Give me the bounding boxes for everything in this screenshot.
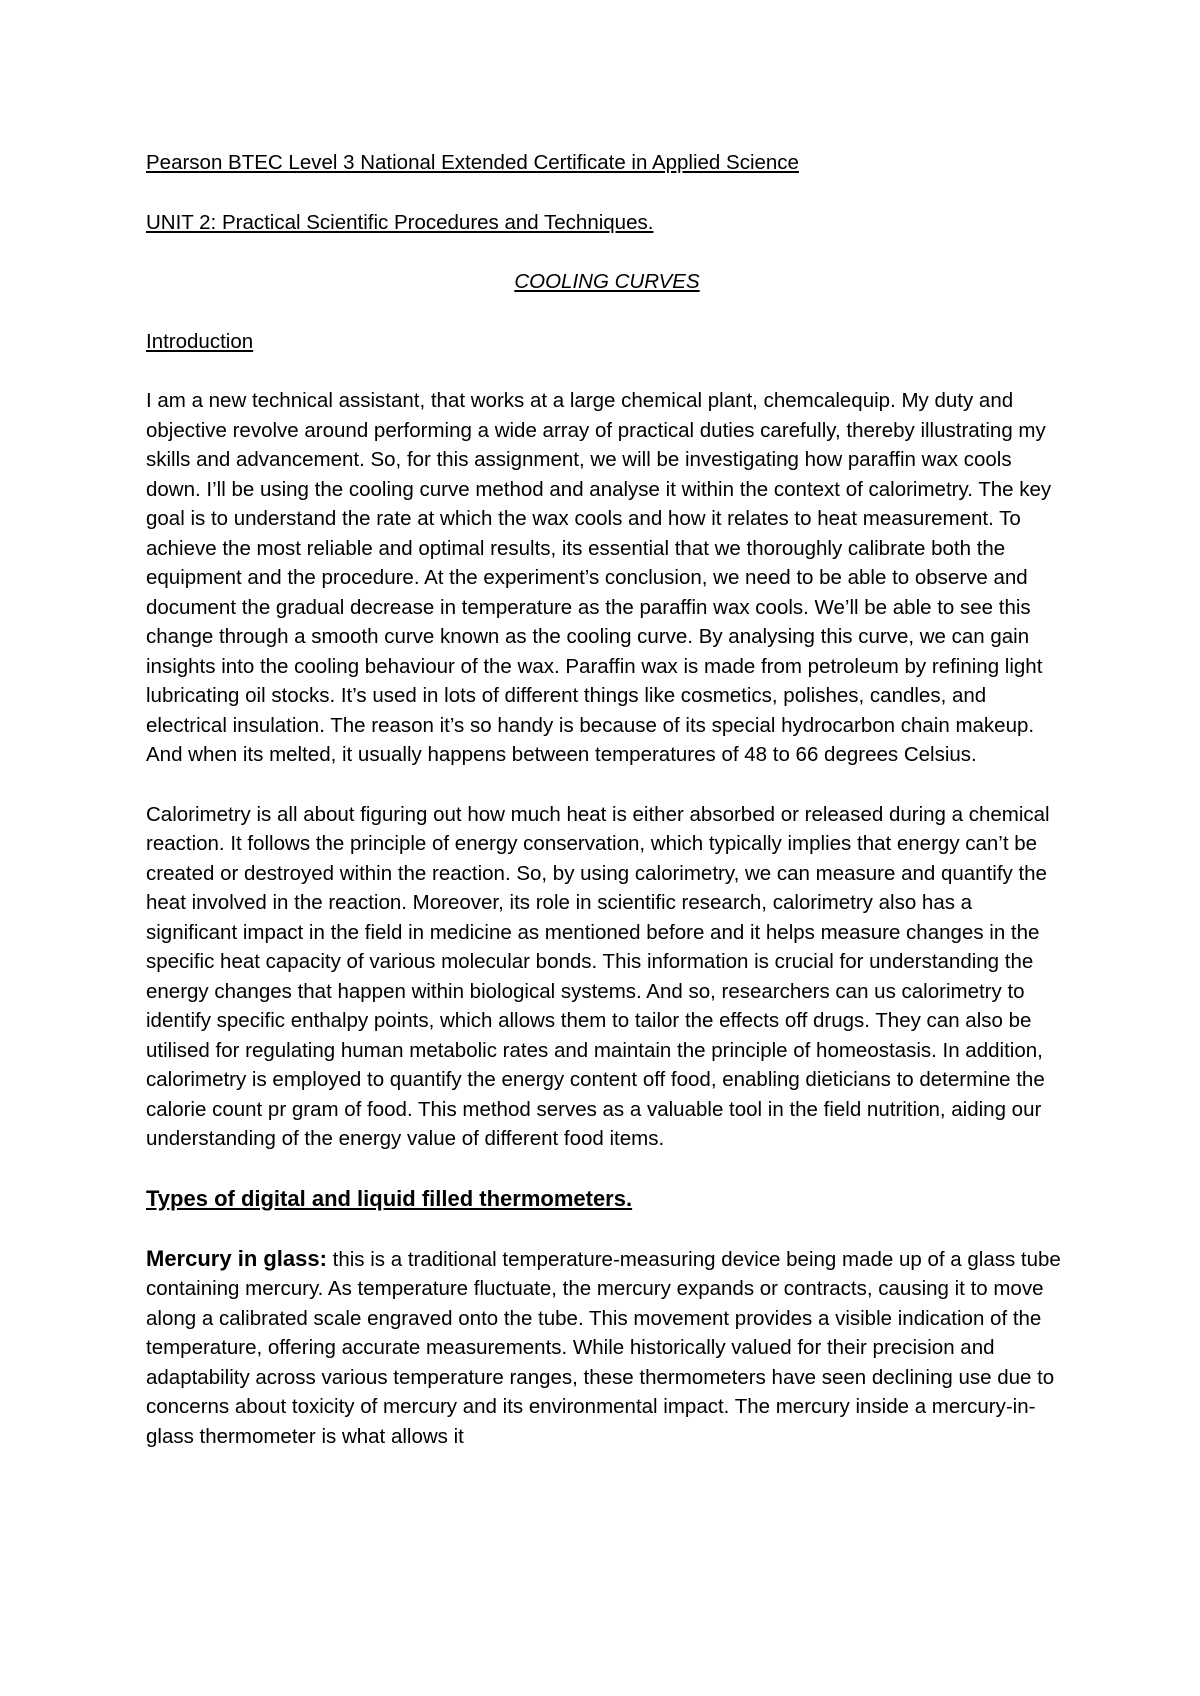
document-title: COOLING CURVES	[514, 270, 700, 293]
intro-heading: Introduction	[146, 329, 254, 353]
intro-paragraph: I am a new technical assistant, that works at a large chemical plant, chemcalequip. My duty and objective revolve around performing a wide array of practical duties carefully, thereby illustrating my skills and advancement. So, for this assignment, we will be investigating how paraffin wax cools down. I’ll be using the cooling curve method and analyse it within the context of calorimetry. The key goal is to understand the rate at which the wax cools and how it relates to heat measurement. To achieve the most reliable and optimal results, its essential that we thoroughly calibrate both the equipment and the procedure. At the experiment’s conclusion, we need to be able to observe and document the gradual decrease in temperature as the paraffin wax cools. We’ll be able to see this change through a smooth curve known as the cooling curve. By analysing this curve, we can gain insights into the cooling behaviour of the wax. Paraffin wax is made from petroleum by refining light lubricating oil stocks. It’s used in lots of different things like cosmetics, polishes, candles, and electrical insulation. The reason it’s so handy is because of its special hydrocarbon chain makeup. And when its melted, it usually happens between temperatures of 48 to 66 degrees Celsius.	[146, 389, 1052, 766]
calorimetry-paragraph: Calorimetry is all about figuring out how much heat is either absorbed or released during a chemical reaction. It follows the principle of energy conservation, which typically implies that energy can’t be created or destroyed within the reaction. So, by using calorimetry, we can measure and quantify the heat involved in the reaction. Moreover, its role in scientific research, calorimetry also has a significant impact in the field in medicine as mentioned before and it helps measure changes in the specific heat capacity of various molecular bonds. This information is crucial for understanding the energy changes that happen within biological systems. And so, researchers can us calorimetry to identify specific enthalpy points, which allows them to tailor the effects off drugs. They can also be utilised for regulating human metabolic rates and maintain the principle of homeostasis. In addition, calorimetry is employed to quantify the energy content off food, enabling dieticians to determine the calorie count pr gram of food. This method serves as a valuable tool in the field nutrition, aiding our understanding of the energy value of different food items.	[146, 802, 1050, 1150]
thermometers-heading: Types of digital and liquid filled thermometers.	[146, 1185, 633, 1211]
mercury-text: this is a traditional temperature-measuring device being made up of a glass tube containing mercury. As temperature fluctuate, the mercury expands or contracts, causing it to move along a calibrated scale engraved onto the tube. This movement provides a visible indication of the temperature, offering accurate measurements. While historically valued for their precision and adaptability across various temperature ranges, these thermometers have seen declining use due to concerns about toxicity of mercury and its environmental impact. The mercury inside a mercury-in-glass thermometer is what allows it	[146, 1247, 1061, 1448]
document-page	[146, 148, 1068, 1451]
course-title: Pearson BTEC Level 3 National Extended Certificate in Applied Science	[146, 151, 799, 174]
unit-title: UNIT 2: Practical Scientific Procedures and Techniques.	[146, 210, 654, 234]
mercury-term: Mercury in glass:	[146, 1245, 327, 1271]
mercury-paragraph	[146, 1244, 1068, 1452]
